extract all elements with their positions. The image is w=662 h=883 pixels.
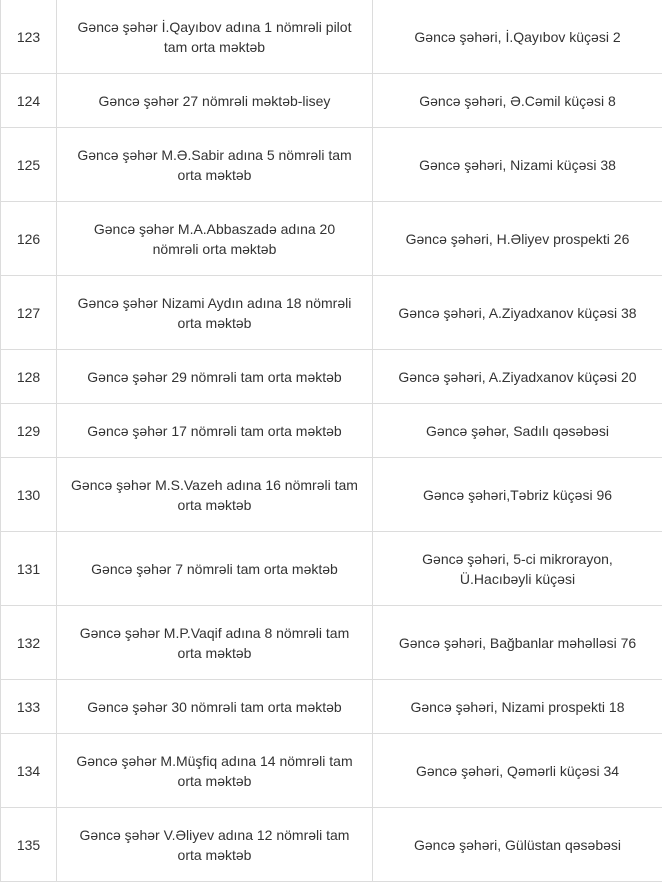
school-address: Gəncə şəhəri, Bağbanlar məhəlləsi 76 xyxy=(373,606,662,680)
row-number: 128 xyxy=(1,350,57,404)
row-number: 126 xyxy=(1,202,57,276)
school-address: Gəncə şəhəri, A.Ziyadxanov küçəsi 20 xyxy=(373,350,662,404)
row-number: 130 xyxy=(1,458,57,532)
table-row xyxy=(1,734,662,808)
table-row xyxy=(1,458,662,532)
row-number: 129 xyxy=(1,404,57,458)
school-address: Gəncə şəhəri, H.Əliyev prospekti 26 xyxy=(373,202,662,276)
school-address: Gəncə şəhər, Sadılı qəsəbəsi xyxy=(373,404,662,458)
table-row xyxy=(1,808,662,882)
table-row xyxy=(1,532,662,606)
table-row xyxy=(1,202,662,276)
school-name: Gəncə şəhər 17 nömrəli tam orta məktəb xyxy=(57,404,373,458)
school-name: Gəncə şəhər 27 nömrəli məktəb-lisey xyxy=(57,74,373,128)
school-name: Gəncə şəhər V.Əliyev adına 12 nömrəli tam orta məktəb xyxy=(57,808,373,882)
school-name: Gəncə şəhər İ.Qayıbov adına 1 nömrəli pilot tam orta məktəb xyxy=(57,0,373,74)
row-number: 127 xyxy=(1,276,57,350)
school-name: Gəncə şəhər 29 nömrəli tam orta məktəb xyxy=(57,350,373,404)
table-row xyxy=(1,0,662,74)
schools-table-body xyxy=(1,0,662,882)
school-name: Gəncə şəhər 30 nömrəli tam orta məktəb xyxy=(57,680,373,734)
row-number: 125 xyxy=(1,128,57,202)
school-address: Gəncə şəhəri, A.Ziyadxanov küçəsi 38 xyxy=(373,276,662,350)
table-row xyxy=(1,128,662,202)
school-name: Gəncə şəhər M.Müşfiq adına 14 nömrəli tam orta məktəb xyxy=(57,734,373,808)
school-address: Gəncə şəhəri, İ.Qayıbov küçəsi 2 xyxy=(373,0,662,74)
school-address: Gəncə şəhəri, Gülüstan qəsəbəsi xyxy=(373,808,662,882)
row-number: 135 xyxy=(1,808,57,882)
school-address: Gəncə şəhəri, Qəmərli küçəsi 34 xyxy=(373,734,662,808)
table-row xyxy=(1,74,662,128)
table-row xyxy=(1,276,662,350)
row-number: 132 xyxy=(1,606,57,680)
table-row xyxy=(1,350,662,404)
row-number: 134 xyxy=(1,734,57,808)
school-name: Gəncə şəhər 7 nömrəli tam orta məktəb xyxy=(57,532,373,606)
school-address: Gəncə şəhəri,Təbriz küçəsi 96 xyxy=(373,458,662,532)
school-address: Gəncə şəhəri, 5-ci mikrorayon, Ü.Hacıbəyli küçəsi xyxy=(373,532,662,606)
row-number: 131 xyxy=(1,532,57,606)
school-name: Gəncə şəhər M.S.Vazeh adına 16 nömrəli tam orta məktəb xyxy=(57,458,373,532)
school-name: Gəncə şəhər M.A.Abbaszadə adına 20 nömrəli orta məktəb xyxy=(57,202,373,276)
school-address: Gəncə şəhəri, Ə.Cəmil küçəsi 8 xyxy=(373,74,662,128)
table-row xyxy=(1,606,662,680)
table-row xyxy=(1,404,662,458)
row-number: 133 xyxy=(1,680,57,734)
row-number: 123 xyxy=(1,0,57,74)
row-number: 124 xyxy=(1,74,57,128)
table-row xyxy=(1,680,662,734)
school-address: Gəncə şəhəri, Nizami prospekti 18 xyxy=(373,680,662,734)
school-name: Gəncə şəhər M.Ə.Sabir adına 5 nömrəli tam orta məktəb xyxy=(57,128,373,202)
school-address: Gəncə şəhəri, Nizami küçəsi 38 xyxy=(373,128,662,202)
school-name: Gəncə şəhər M.P.Vaqif adına 8 nömrəli tam orta məktəb xyxy=(57,606,373,680)
school-name: Gəncə şəhər Nizami Aydın adına 18 nömrəli orta məktəb xyxy=(57,276,373,350)
